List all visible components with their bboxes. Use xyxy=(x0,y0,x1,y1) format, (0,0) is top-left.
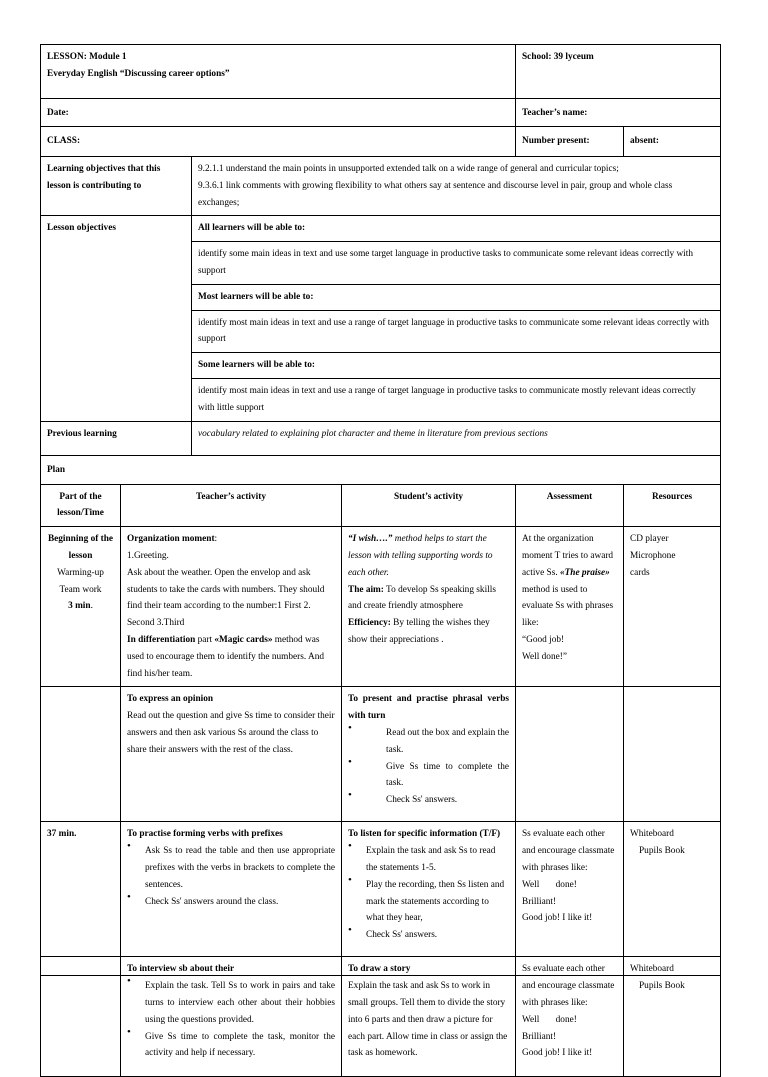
col-header-teacher: Teacher’s activity xyxy=(121,484,342,527)
interview-step-2: Give Ss time to complete the task, monitor the activity and help if necessary. xyxy=(145,1031,335,1059)
plan-row-main xyxy=(41,822,721,957)
resource-microphone: Microphone xyxy=(630,550,676,561)
peer-assessment-good-job: Good job! I like it! xyxy=(522,913,593,924)
listening-heading: To listen for specific information (T/F) xyxy=(348,829,501,840)
efficiency-text: By telling the wishes they show their appreciations . xyxy=(348,618,490,645)
absent-cell: absent: xyxy=(624,127,721,157)
assessment-cell-empty xyxy=(516,687,624,822)
learning-objective-1: 9.2.1.1 understand the main points in unsupported extended talk on a wide range of general and curricular topics; xyxy=(198,164,619,174)
assessment-cell-1 xyxy=(516,527,624,687)
resources-cell-1 xyxy=(624,527,721,687)
learning-objectives-cell xyxy=(192,157,721,216)
org-moment-heading: Organization moment xyxy=(127,534,215,545)
part-cell-empty xyxy=(41,687,121,822)
i-wish-method: “I wish….” xyxy=(348,534,393,545)
teacher-activity-cell-2 xyxy=(121,687,342,822)
page-bottom-rule xyxy=(40,975,721,976)
listening-step-1: Explain the task and ask Ss to read the statements 1-5. xyxy=(366,846,496,873)
teacher-activity-cell-1 xyxy=(121,527,342,687)
plan-row-opinion xyxy=(41,687,721,822)
aim-label: The aim: xyxy=(348,584,384,595)
lesson-line-1: LESSON: Module 1 xyxy=(47,52,127,62)
part-warming-up: Warming-up xyxy=(57,567,104,578)
plan-header-row xyxy=(41,484,721,527)
teacher-activity-cell-3 xyxy=(121,822,342,957)
header-row xyxy=(41,45,721,99)
draw-story-heading: To draw a story xyxy=(348,964,411,975)
assessment-intro: At the organization moment T tries to award active Ss. xyxy=(522,534,614,578)
resource-whiteboard-2: Whiteboard xyxy=(630,964,674,975)
resource-pupils-book-2: Pupils Book xyxy=(639,981,685,992)
col-header-part: Part of the lesson/Time xyxy=(41,484,121,527)
all-learners-heading: All learners will be able to: xyxy=(192,216,721,242)
efficiency-label: Efficiency: xyxy=(348,618,391,629)
plan-row-beginning xyxy=(41,527,721,687)
lesson-plan-sheet xyxy=(40,44,720,1059)
learning-objectives-label: Learning objectives that this lesson is contributing to xyxy=(41,157,192,216)
most-learners-text: identify most main ideas in text and use a range of target language in productive tasks to communicate some relevant ideas correctly with support xyxy=(192,310,721,353)
aim-text: To develop Ss speaking skills and create friendly atmosphere xyxy=(348,584,496,612)
previous-learning-row xyxy=(41,421,721,455)
previous-learning-text: vocabulary related to explaining plot character and theme in literature from previous sections xyxy=(192,421,721,455)
student-activity-cell-2 xyxy=(342,687,516,822)
some-learners-text: identify most main ideas in text and use a range of target language in productive tasks to communicate mostly relevant ideas correctly with little support xyxy=(192,378,721,421)
plan-label: Plan xyxy=(41,455,721,484)
org-moment-colon: : xyxy=(214,534,218,545)
main-time-dot: . xyxy=(74,829,77,840)
plan-row xyxy=(41,455,721,484)
lesson-line-2: Everyday English “Discussing career options” xyxy=(47,68,230,79)
col-header-resources: Resources xyxy=(624,484,721,527)
number-present-cell: Number present: xyxy=(516,127,624,157)
express-opinion-text: Read out the question and give Ss time to consider their answers and then ask various Ss around the class to share their answers with the rest of the class. xyxy=(127,711,335,755)
peer-assessment-text-2: Ss evaluate each other and encourage classmate with phrases like: xyxy=(522,964,615,1008)
peer-assessment-good-job-2: Good job! I like it! xyxy=(522,1048,593,1059)
class-row xyxy=(41,127,721,157)
part-time-dot: . xyxy=(90,601,93,612)
assessment-cell-3 xyxy=(516,822,624,957)
student-activity-cell-3 xyxy=(342,822,516,957)
phrasal-step-3: • Check Ss' answers. xyxy=(386,795,458,806)
lesson-title-cell xyxy=(41,45,516,99)
prefixes-step-1: Ask Ss to read the table and then use appropriate prefixes with the verbs in brackets to complete the sentences. xyxy=(145,846,335,890)
draw-story-text: Explain the task and ask Ss to work in small groups. Tell them to divide the story into 6 parts and then draw a picture for each part. Allow time in class or assign the task as homework. xyxy=(348,981,508,1059)
resource-pupils-book: Pupils Book xyxy=(639,846,685,857)
part-title: Beginning of the lesson xyxy=(47,534,114,561)
assessment-text: method is used to evaluate Ss with phrases like: xyxy=(522,584,614,629)
previous-learning-label: Previous learning xyxy=(41,421,192,455)
lesson-plan-table xyxy=(40,44,721,1077)
all-learners-text: identify some main ideas in text and use some target language in productive tasks to communicate some relevant ideas correctly with support xyxy=(192,242,721,285)
assessment-good-job: “Good job! xyxy=(522,634,565,645)
lesson-objectives-row xyxy=(41,216,721,242)
interview-heading: To interview sb about their xyxy=(127,964,235,975)
date-row xyxy=(41,99,721,127)
resource-whiteboard: Whiteboard xyxy=(630,829,674,840)
teacher-name-cell: Teacher’s name: xyxy=(516,99,721,127)
resources-cell-3 xyxy=(624,822,721,957)
col-header-student: Student’s activity xyxy=(342,484,516,527)
lesson-objectives-label: Lesson objectives xyxy=(41,216,192,421)
resource-cards: cards xyxy=(630,567,650,578)
some-learners-heading: Some learners will be able to: xyxy=(192,353,721,379)
listening-step-2: Check Ss' answers. xyxy=(366,930,438,941)
resources-cell-empty xyxy=(624,687,721,822)
interview-step-1: Explain the task. Tell Ss to work in pairs and take turns to interview each other about their hobbies using the questions provided. xyxy=(145,981,335,1025)
most-learners-heading: Most learners will be able to: xyxy=(192,284,721,310)
class-cell: CLASS: xyxy=(41,127,516,157)
express-opinion-heading: To express an opinion xyxy=(127,694,214,705)
part-team-work: Team work xyxy=(59,584,102,595)
differentiation-label: In differentiation xyxy=(127,634,196,645)
part-cell-main xyxy=(41,822,121,957)
part-time: 3 min xyxy=(68,601,91,612)
part-cell-beginning xyxy=(41,527,121,687)
peer-assessment-text: Ss evaluate each other and encourage classmate with phrases like: xyxy=(522,829,615,873)
student-activity-cell-1 xyxy=(342,527,516,687)
main-time: 37 min xyxy=(47,829,75,840)
resource-cd-player: CD player xyxy=(630,534,669,545)
assessment-well-done: Well done!” xyxy=(522,651,567,662)
differentiation-mid: part xyxy=(195,634,215,645)
weather-text: Ask about the weather. Open the envelop and ask students to take the cards with numbers. They should find their team according to the number:1 First 2. Second 3.Third xyxy=(127,567,325,629)
differentiation-text: method was used to encourage them to identify the numbers. And find his/her team. xyxy=(127,634,324,679)
prefixes-step-2: Check Ss' answers around the class. xyxy=(145,896,279,907)
praise-method: «The praise» xyxy=(559,567,610,578)
phrasal-step-1: • Read out the box and explain the task. xyxy=(386,727,510,755)
i-wish-text: method helps to start the lesson with telling supporting words to each other. xyxy=(348,534,493,578)
phrasal-step-2: • Give Ss time to complete the task. xyxy=(386,761,510,789)
greeting-line: 1.Greeting. xyxy=(127,550,169,561)
peer-assessment-well-done: Well done! Brilliant! xyxy=(522,879,577,907)
magic-cards-label: «Magic cards» xyxy=(214,634,273,645)
col-header-assessment: Assessment xyxy=(516,484,624,527)
phrasal-verbs-heading: To present and practise phrasal verbs with turn xyxy=(348,694,510,722)
prefixes-heading: To practise forming verbs with prefixes xyxy=(127,829,283,840)
learning-objective-2: 9.3.6.1 link comments with growing flexibility to what others say at sentence and discourse level in pair, group and whole class exchanges; xyxy=(198,180,673,208)
school-cell: School: 39 lyceum xyxy=(516,45,721,99)
date-cell: Date: xyxy=(41,99,516,127)
learning-objectives-row xyxy=(41,157,721,216)
listening-step-1b: Play the recording, then Ss listen and mark the statements according to what they hear, xyxy=(366,879,505,924)
peer-assessment-well-done-2: Well done! Brilliant! xyxy=(522,1014,577,1042)
